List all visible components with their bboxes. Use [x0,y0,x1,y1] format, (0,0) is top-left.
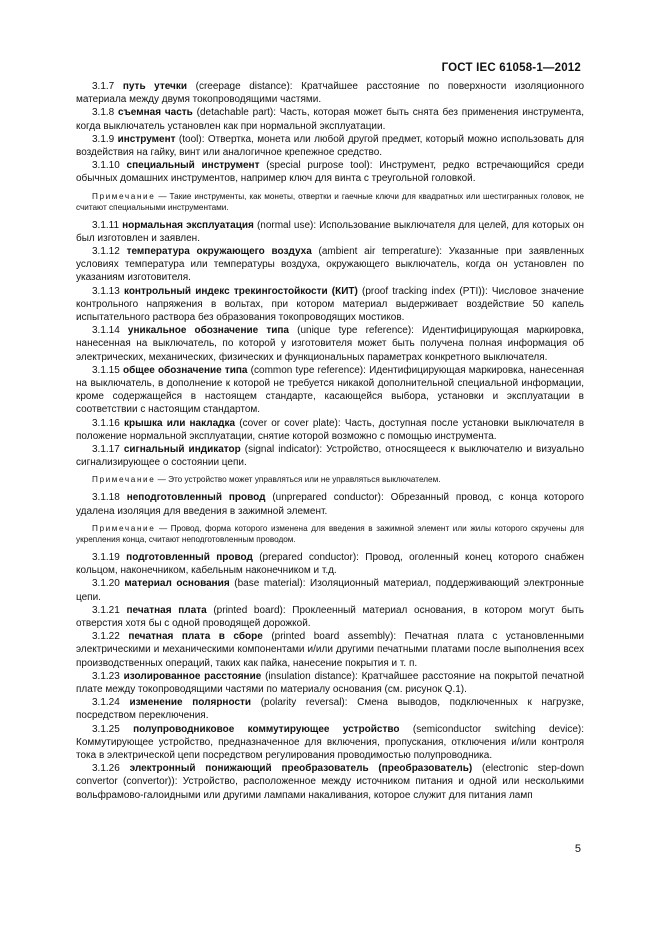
definition-3-1-10: 3.1.10 специальный инструмент (special purpose tool): Инструмент, редко встречающийся среди обычных домашних инструментов, например ключ для винта с треугольной головкой. [76,160,585,185]
definition-3-1-26: 3.1.26 электронный понижающий преобразователь (преобразователь) (electronic step-down convertor (convertor)): Устройство, расположенное между источником питания и одной или несколькими вольфрамово-галоидными или другими лампами накаливания, которое служит для питания ламп [76,763,585,801]
document-header: ГОСТ IEC 61058-1—2012 [441,62,581,74]
definition-3-1-8: 3.1.8 съемная часть (detachable part): Часть, которая может быть снята без применения инструмента, когда выключатель установлен как при нормальной эксплуатации. [76,107,584,132]
definition-3-1-25: 3.1.25 полупроводниковое коммутирующее устройство (semiconductor switching device): Коммутирующее устройство, предназначенное для включения, пропускания, отключения и/или контроля тока в электрической цепи посредством регулирования проводимостью полупроводника. [76,723,585,761]
definition-3-1-9: 3.1.9 инструмент (tool): Отвертка, монета или любой другой предмет, который можно использовать для воздействия на гайку, винт или аналогичное крепежное средство. [76,133,584,159]
definition-3-1-17: 3.1.17 сигнальный индикатор (signal indicator): Устройство, относящееся к выключателю и визуально сигнализирующее о состоянии цепи. [76,444,585,469]
definition-3-1-24: 3.1.24 изменение полярности (polarity reversal): Смена выводов, подключенных к нагрузке, посредством переключения. [76,697,585,722]
definition-3-1-15: 3.1.15 общее обозначение типа (common type reference): Идентифицирующая маркировка, нанесенная на выключатель, в дополнение к которой не требуется никакой дополнительной специальной информации, кроме содержащейся в настоящем стандарте, касающейся выбора, установки и эксплуатации в соответствии с настоящим стандартом. [76,364,585,416]
definition-3-1-14: 3.1.14 уникальное обозначение типа (unique type reference): Идентифицирующая маркировка, нанесенная на выключатель, по которой у изготовителя может быть получена полная информация об электрических, механических, физических и функциональных параметрах конкретного выключателя. [76,325,585,363]
definition-3-1-11: 3.1.11 нормальная эксплуатация (normal use): Использование выключателя для целей, для которых он был изготовлен и заявлен. [76,219,585,244]
definition-3-1-7: 3.1.7 путь утечки (creepage distance): Кратчайшее расстояние по поверхности изоляционного материала между двумя токопроводящими частями. [76,81,585,106]
note-signal-indicator: Примечание — Это устройство может управляться или не управляться выключателем. [92,475,441,485]
note-special-tools: Примечание — Такие инструменты, как монеты, отвертки и гаечные ключи для квадратных или шестигранных головок, не считают специальными инструментами. [76,191,584,212]
definition-3-1-16: 3.1.16 крышка или накладка (cover or cover plate): Часть, доступная после установки выключателя в положение нормальной эксплуатации, снятие которой возможно с помощью инструмента. [76,417,585,442]
definition-3-1-23: 3.1.23 изолированное расстояние (insulation distance): Кратчайшее расстояние на покрытой печатной плате между токопроводящими частями по материалу основания (см. рисунок Q.1). [76,670,585,695]
page-number: 5 [574,843,581,855]
definition-3-1-12: 3.1.12 температура окружающего воздуха (ambient air temperature): Указанные при заявленных условиях температура или температуры воздуха, окружающего выключатель, когда он установлен по указаниям изготовителя. [76,246,585,284]
definition-3-1-22: 3.1.22 печатная плата в сборе (printed board assembly): Печатная плата с установленными электрическими и механическими компонентами и/или другими печатными платами после выполнения всех производственных операций, таких как пайка, нанесение покрытия и т. п. [76,631,584,669]
definition-3-1-21: 3.1.21 печатная плата (printed board): Проклеенный материал основания, в котором могут быть отверстия хотя бы с одной проводящей дорожкой. [76,604,585,629]
definition-3-1-20: 3.1.20 материал основания (base material): Изоляционный материал, поддерживающий электронные цепи. [76,578,584,603]
definition-3-1-13: 3.1.13 контрольный индекс трекингостойкости (КИТ) (proof tracking index (PTI)): Числовое значение контрольного напряжения в вольтах, при котором материал выдерживает воздействие 50 капель испытательного раствора без образования токопроводящих мостиков. [76,285,584,324]
note-unprepared-conductor: Примечание — Провод, форма которого изменена для введения в зажимной элемент или жилы которого скручены для укрепления конца, считают неподготовленным проводом. [76,523,584,544]
definition-3-1-18: 3.1.18 неподготовленный провод (unprepared conductor): Обрезанный провод, с конца которого удалена изоляция для введения в зажимной элемент. [76,492,584,517]
document-body [76,80,584,802]
definition-3-1-19: 3.1.19 подготовленный провод (prepared conductor): Провод, оголенный конец которого снабжен кольцом, наконечником, кабельным наконечником и т.д. [76,551,585,577]
